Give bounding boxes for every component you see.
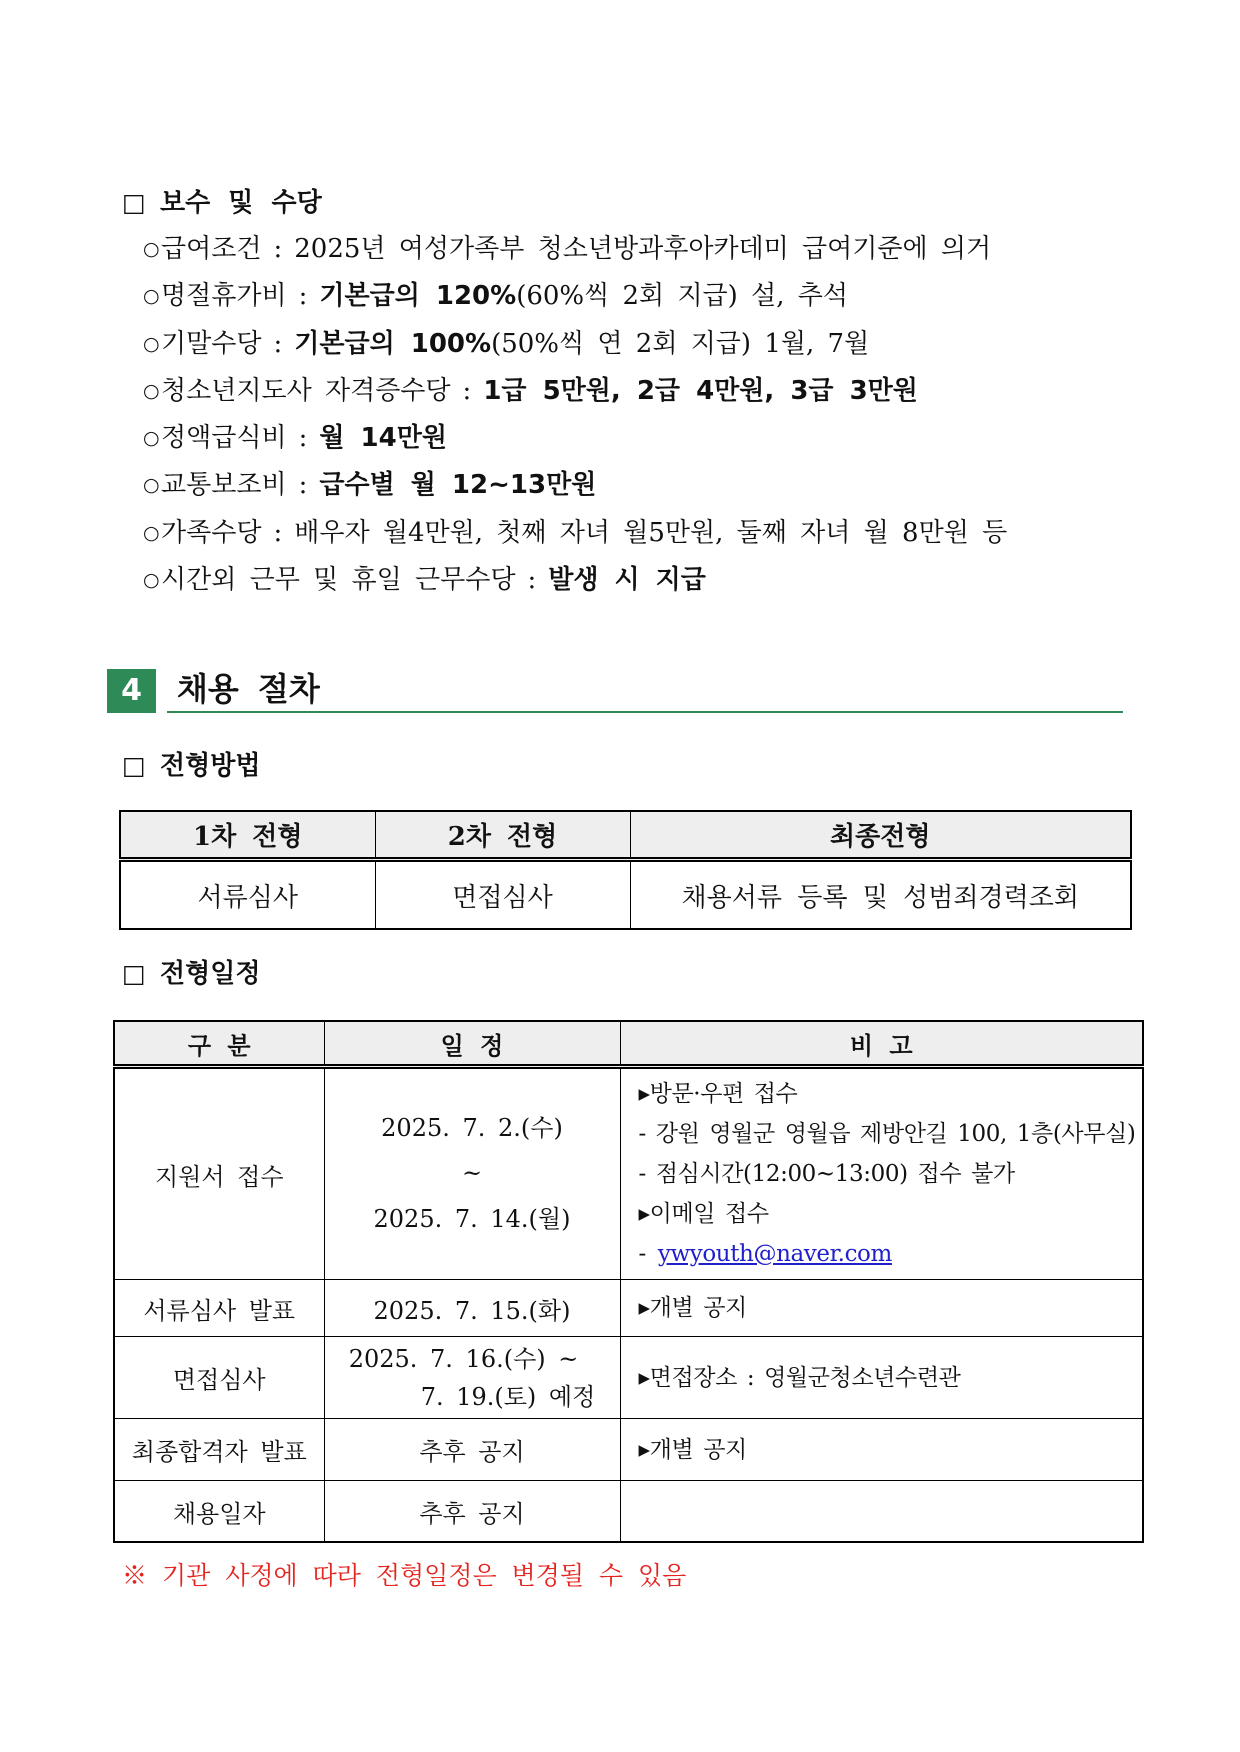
- item-value-bold: 1급 5만원, 2급 4만원, 3급 3만원: [483, 375, 918, 406]
- remark-email-line: [639, 1234, 1143, 1274]
- schedule-category-cell: 채용일자: [114, 1481, 324, 1543]
- item-label: 가족수당: [161, 517, 262, 548]
- item-separator: :: [273, 234, 283, 264]
- item-label: 교통보조비: [161, 470, 287, 501]
- compensation-item-term-bonus: [143, 321, 1007, 368]
- item-label: 청소년지도사 자격증수당: [161, 375, 451, 406]
- item-separator: :: [298, 281, 308, 312]
- compensation-item-certificate-allowance: [143, 368, 1007, 415]
- item-value-bold: 월 14만원: [319, 423, 447, 454]
- item-label: 정액급식비: [161, 423, 287, 454]
- schedule-row-interview: [114, 1337, 1143, 1419]
- remark-line: - 강원 영월군 영월읍 제방안길 100, 1층(사무실): [638, 1121, 1136, 1147]
- schedule-row-hire-date: [114, 1481, 1143, 1543]
- item-value-bold: 급수별 월 12~13만원: [319, 470, 597, 501]
- cell-first-round: 서류심사: [120, 860, 375, 930]
- date-line: 추후 공지: [419, 1499, 525, 1528]
- table-header-row: [114, 1021, 1143, 1067]
- bullet-circle-icon: ○: [143, 474, 160, 497]
- schedule-row-application: [114, 1067, 1143, 1280]
- remark-line: - 점심시간(12:00~13:00) 접수 불가: [638, 1161, 1015, 1187]
- remark-dash: -: [638, 1241, 646, 1267]
- item-label: 기말수당: [161, 328, 262, 359]
- header-final-round: 최종전형: [630, 811, 1131, 860]
- remark-line: ▸이메일 접수: [638, 1201, 769, 1227]
- item-separator: :: [298, 423, 308, 454]
- item-value: 2025년 여성가족부 청소년방과후아카데미 급여기준에 의거: [294, 234, 992, 264]
- compensation-item-transport-allowance: [143, 462, 1007, 509]
- bullet-circle-icon: ○: [143, 427, 160, 450]
- checkbox-square-icon: □: [122, 959, 146, 988]
- schedule-dates-cell: [324, 1067, 620, 1280]
- item-value: (60%씩 2회 지급) 설, 추석: [516, 281, 848, 312]
- cell-final-round: 채용서류 등록 및 성범죄경력조회: [630, 860, 1131, 930]
- header-second-round: 2차 전형: [375, 811, 630, 860]
- schedule-row-document-result: [114, 1280, 1143, 1337]
- selection-method-table: [119, 810, 1132, 930]
- section-title: 채용 절차: [177, 670, 320, 708]
- compensation-item-salary: [143, 226, 1007, 273]
- date-range-tilde: ~: [461, 1159, 483, 1188]
- schedule-remarks-cell: [620, 1280, 1143, 1337]
- cell-second-round: 면접심사: [375, 860, 630, 930]
- schedule-dates-cell: [324, 1481, 620, 1543]
- schedule-remarks-cell: [620, 1481, 1143, 1543]
- bullet-circle-icon: ○: [143, 332, 160, 355]
- bullet-circle-icon: ○: [143, 285, 160, 308]
- schedule-change-notice: ※ 기관 사정에 따라 전형일정은 변경될 수 있음: [122, 1561, 687, 1590]
- item-value: (50%씩 연 2회 지급) 1월, 7월: [491, 328, 870, 359]
- schedule-dates-cell: [324, 1280, 620, 1337]
- schedule-category-cell: 서류심사 발표: [114, 1280, 324, 1337]
- compensation-list: [143, 226, 1007, 604]
- section-number-badge: 4: [107, 669, 156, 713]
- compensation-item-meal-allowance: [143, 415, 1007, 462]
- table-row: [120, 860, 1131, 930]
- item-label: 시간외 근무 및 휴일 근무수당: [161, 565, 516, 596]
- item-separator: :: [462, 375, 472, 406]
- schedule-remarks-cell: [620, 1067, 1143, 1280]
- item-value-bold: 기본급의 120%: [319, 281, 517, 312]
- table-header-row: [120, 811, 1131, 860]
- bullet-circle-icon: ○: [143, 521, 160, 544]
- header-category: 구 분: [114, 1021, 324, 1067]
- date-line: 7. 19.(토) 예정: [420, 1382, 596, 1411]
- schedule-row-final-result: [114, 1419, 1143, 1481]
- compensation-heading: [122, 183, 322, 223]
- remark-line: ▸면접장소 : 영월군청소년수련관: [638, 1364, 961, 1391]
- schedule-heading-text: 전형일정: [160, 959, 261, 989]
- compensation-item-family-allowance: [143, 510, 1007, 557]
- date-range-block: [349, 1340, 596, 1416]
- item-value: 배우자 월4만원, 첫째 자녀 월5만원, 둘째 자녀 월 8만원 등: [294, 517, 1008, 548]
- selection-method-heading: [122, 746, 260, 786]
- remark-line: ▸방문·우편 접수: [638, 1081, 798, 1107]
- header-dates: 일 정: [324, 1021, 620, 1067]
- item-separator: :: [527, 565, 537, 596]
- date-line: 추후 공지: [419, 1438, 525, 1466]
- remark-line: ▸개별 공지: [638, 1295, 747, 1321]
- compensation-heading-text: 보수 및 수당: [160, 188, 322, 218]
- item-separator: :: [298, 470, 308, 501]
- selection-method-heading-text: 전형방법: [160, 751, 261, 781]
- checkbox-square-icon: □: [122, 188, 146, 217]
- compensation-item-overtime-allowance: [143, 557, 1007, 604]
- schedule-heading: [122, 954, 260, 994]
- remark-line: ▸개별 공지: [638, 1436, 747, 1463]
- date-line: 2025. 7. 2.(수): [381, 1113, 563, 1142]
- schedule-remarks-cell: [620, 1337, 1143, 1419]
- header-remarks: 비 고: [620, 1021, 1143, 1067]
- date-line: 2025. 7. 16.(수) ~: [348, 1344, 579, 1373]
- section-divider: [167, 711, 1123, 713]
- item-separator: :: [273, 328, 283, 359]
- date-line: 2025. 7. 14.(월): [373, 1204, 571, 1233]
- item-label: 급여조건: [161, 234, 262, 264]
- bullet-circle-icon: ○: [143, 569, 160, 592]
- item-value-bold: 발생 시 지급: [548, 565, 706, 596]
- bullet-circle-icon: ○: [143, 238, 160, 260]
- item-label: 명절휴가비: [161, 281, 287, 312]
- date-line: 2025. 7. 15.(화): [373, 1296, 571, 1325]
- schedule-table: [113, 1020, 1144, 1543]
- checkbox-square-icon: □: [122, 751, 146, 780]
- schedule-category-cell: 지원서 접수: [114, 1067, 324, 1280]
- schedule-category-cell: 최종합격자 발표: [114, 1419, 324, 1481]
- email-link[interactable]: ywyouth@naver.com: [657, 1241, 892, 1267]
- header-first-round: 1차 전형: [120, 811, 375, 860]
- compensation-item-holiday-bonus: [143, 273, 1007, 320]
- item-value-bold: 기본급의 100%: [294, 328, 492, 359]
- schedule-category-cell: 면접심사: [114, 1337, 324, 1419]
- item-separator: :: [273, 517, 283, 548]
- schedule-dates-cell: [324, 1337, 620, 1419]
- schedule-remarks-cell: [620, 1419, 1143, 1481]
- bullet-circle-icon: ○: [143, 379, 160, 402]
- schedule-dates-cell: [324, 1419, 620, 1481]
